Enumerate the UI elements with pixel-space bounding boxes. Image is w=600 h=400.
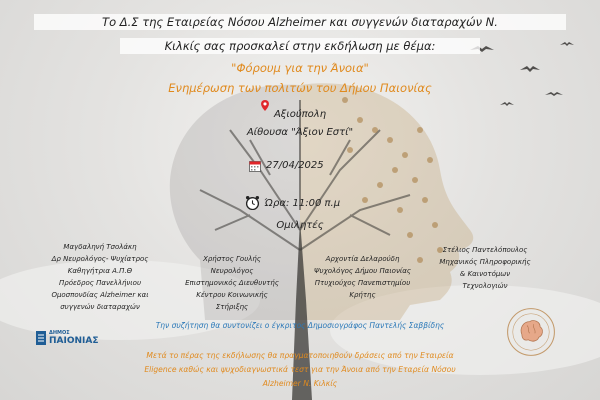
speaker-1-line: Δρ Νευρολόγος- Ψυχίατρος [51,255,149,263]
footer-line-1: Μετά το πέρας της εκδήλωσης θα πραγματοποιηθούν δράσεις από την Εταιρεία [146,351,454,360]
footer-line-3: Alzheimer Ν. Κιλκίς [262,379,338,388]
speaker-1-line: Πρόεδρος Πανελλήνιου [58,279,142,287]
speaker-4-line: Τεχνολογιών [462,282,508,290]
speaker-2-line: Στήριξης [215,303,249,311]
moderator-note: Την συζήτηση θα συντονίζει ο έγκριτος Δημοσιογράφος Παντελής Σαββίδης [155,321,445,330]
municipality-logo [36,330,114,348]
event-date: 27/04/2025 [266,160,324,171]
speaker-2-name: Χρήστος Γουλής [203,255,261,263]
calendar-icon [249,160,261,172]
event-time: Ώρα: 11:00 π.μ [264,198,341,209]
speaker-3-line: Κρήτης [349,291,376,299]
header-line-1: Το Δ.Σ της Εταιρείας Νόσου Alzheimer και συγγενών διαταραχών Ν. [34,14,566,30]
municipality-logo-line-1: ΔΗΜΟΣ [49,330,70,336]
speaker-3-name: Αρχοντία Δελαρούδη [325,255,400,263]
speaker-block-3 [300,253,425,301]
municipality-logo-line-2: ΠΑΙΟΝΙΑΣ [49,336,99,346]
speaker-2-line: Νευρολόγος [210,267,254,275]
speaker-block-2 [172,253,292,313]
speaker-block-4 [425,244,545,292]
speaker-1-name: Μαγδαληνή Τσολάκη [63,243,137,251]
alarm-clock-icon [245,195,260,210]
speaker-1-line: Ομοσπονδίας Alzheimer και [51,291,149,299]
speaker-4-line: Μηχανικός Πληροφορικής [439,258,531,266]
speaker-2-line: Κέντρου Κοινωνικής [196,291,268,299]
brain-logo-icon [505,306,557,358]
bird-icon [470,42,574,106]
theme-subtitle: Ενημέρωση των πολιτών του Δήμου Παιονίας [168,81,432,95]
event-city: Αξιούπολη [273,109,327,120]
speaker-block-1 [40,241,160,313]
footer-line-2: Eligence καθώς και ψυχοδιαγνωστικά τεστ για την Άνοια από την Εταρεία Νόσου [144,365,456,374]
speaker-2-line: Επιστημονικός Διευθυντής [185,279,279,287]
event-venue: Αίθουσα "Άξιον Εστί" [246,127,354,138]
speakers-heading: Ομιλητές [276,220,324,231]
speaker-4-line: & Καινοτόμων [459,270,511,278]
theme-title: "Φόρουμ για την Άνοια" [231,61,369,75]
speaker-3-line: Πτυχιούχος Πανεπιστημίου [314,279,411,287]
speaker-1-line: συγγενών διαταραχών [60,303,140,311]
speaker-4-name: Στέλιος Παντελόπουλος [442,246,528,254]
municipality-emblem-icon [36,330,46,346]
speaker-1-line: Καθηγήτρια Α.Π.Θ [67,267,133,275]
header-line-2: Κιλκίς σας προσκαλεί στην εκδήλωση με θέμα: [120,38,480,54]
speaker-3-line: Ψυχολόγος Δήμου Παιονίας [314,267,411,275]
